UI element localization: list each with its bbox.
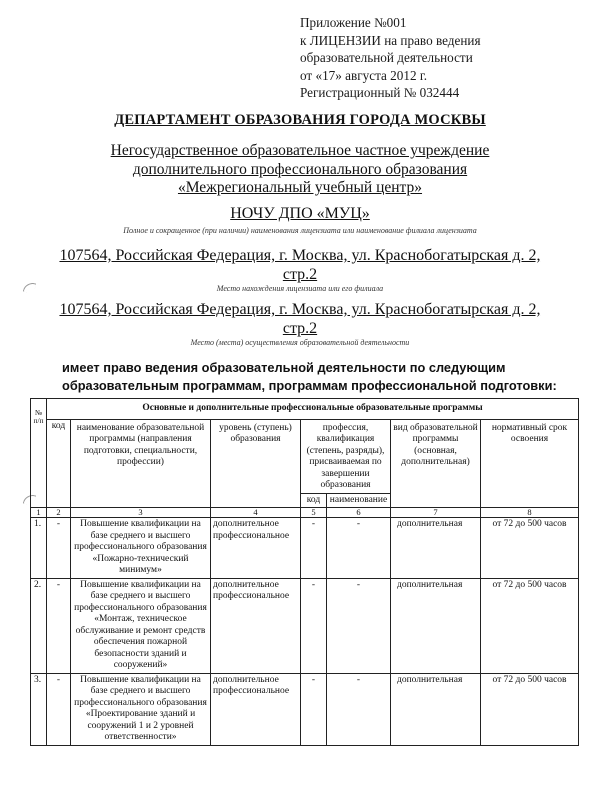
row-number: 3. — [31, 673, 47, 745]
table-header-row — [31, 419, 579, 493]
organization-name-line: Негосударственное образовательное частное учреждение — [110, 142, 490, 159]
row-qual-name: - — [327, 673, 391, 745]
col-header-code: код — [47, 419, 71, 508]
column-number: 2 — [47, 508, 71, 518]
col-header-duration: нормативный срок освоения — [481, 419, 579, 508]
col-header-kind: вид образовательной программы (основная, дополнительная) — [391, 419, 481, 508]
appendix-line: от «17» августа 2012 г. — [300, 67, 428, 83]
column-number: 3 — [71, 508, 211, 518]
row-program-name: Повышение квалификации на базе среднего и высшего профессионального образования «Проектирование зданий и сооружений 1 и 2 уровней ответственности» — [71, 673, 211, 745]
appendix-line: Приложение №001 — [300, 15, 407, 30]
licensee-address-caption: Место нахождения лицензиата или его филиала — [216, 284, 384, 293]
organization-full-name — [60, 142, 540, 198]
department-title: ДЕПАРТАМЕНТ ОБРАЗОВАНИЯ ГОРОДА МОСКВЫ — [114, 112, 486, 128]
table-row — [31, 673, 579, 745]
row-kind: дополнительная — [391, 578, 481, 673]
row-code: - — [47, 673, 71, 745]
row-number: 1. — [31, 518, 47, 579]
row-qual-code: - — [301, 518, 327, 579]
column-numbers-row — [31, 508, 579, 518]
column-number: 5 — [301, 508, 327, 518]
column-number: 8 — [481, 508, 579, 518]
appendix-line: образовательной деятельности — [300, 50, 473, 66]
row-level: дополнительное профессиональное — [211, 518, 301, 579]
table-header-row — [31, 399, 579, 420]
row-program-name: Повышение квалификации на базе среднего и высшего профессионального образования «Монтаж, техническое обслуживание и ремонт средств обеспечения пожарной безопасности зданий и сооружений» — [71, 578, 211, 673]
row-qual-code: - — [301, 578, 327, 673]
row-qual-code: - — [301, 673, 327, 745]
row-number: 2. — [31, 578, 47, 673]
row-kind: дополнительная — [391, 673, 481, 745]
row-duration: от 72 до 500 часов — [481, 673, 579, 745]
address-line: 107564, Российская Федерация, г. Москва, ул. Краснобогатырская д. 2, — [59, 247, 541, 264]
licensee-address — [40, 246, 560, 284]
row-qual-name: - — [327, 518, 391, 579]
appendix-line: Регистрационный № 032444 — [300, 85, 460, 101]
address-line: стр.2 — [282, 266, 318, 283]
row-duration: от 72 до 500 часов — [481, 518, 579, 579]
col-header-program-name: наименование образовательной программы (направления подготовки, специальности, профессии) — [71, 419, 211, 508]
col-header-qualification: профессия, квалификация (степень, разряды), присваиваемая по завершении образования — [301, 419, 391, 493]
table-row — [31, 578, 579, 673]
column-number: 1 — [31, 508, 47, 518]
column-number: 6 — [327, 508, 391, 518]
row-level: дополнительное профессиональное — [211, 673, 301, 745]
col-header-num: № п/п — [31, 399, 47, 508]
organization-short-name: НОЧУ ДПО «МУЦ» — [230, 205, 370, 222]
activity-address — [40, 300, 560, 338]
organization-name-caption: Полное и сокращенное (при наличии) наименования лицензиата или наименование филиала лицензиата — [123, 226, 477, 235]
organization-name-line: дополнительного профессионального образования — [132, 160, 468, 178]
row-qual-name: - — [327, 578, 391, 673]
col-header-qual-code: код — [301, 493, 327, 508]
appendix-line: к ЛИЦЕНЗИИ на право ведения — [300, 32, 481, 48]
table-row — [31, 518, 579, 579]
row-kind: дополнительная — [391, 518, 481, 579]
rights-statement — [62, 359, 557, 395]
column-number: 7 — [391, 508, 481, 518]
row-code: - — [47, 518, 71, 579]
table-main-header: Основные и дополнительные профессиональные образовательные программы — [47, 399, 579, 420]
rights-statement-line: образовательным программам, программам профессиональной подготовки: — [62, 378, 557, 393]
row-program-name: Повышение квалификации на базе среднего и высшего профессионального образования «Пожарно-технический минимум» — [71, 518, 211, 579]
address-line: 107564, Российская Федерация, г. Москва, ул. Краснобогатырская д. 2, — [59, 301, 541, 318]
row-code: - — [47, 578, 71, 673]
rights-statement-line: имеет право ведения образовательной деятельности по следующим — [62, 360, 506, 375]
appendix-header — [300, 14, 481, 102]
address-line: стр.2 — [282, 320, 318, 337]
row-level: дополнительное профессиональное — [211, 578, 301, 673]
organization-name-line: «Межрегиональный учебный центр» — [177, 179, 423, 196]
col-header-qual-name: наименование — [327, 493, 391, 508]
row-duration: от 72 до 500 часов — [481, 578, 579, 673]
activity-address-caption: Место (места) осуществления образовательной деятельности — [190, 338, 410, 347]
programs-table — [30, 398, 579, 746]
col-header-level: уровень (ступень) образования — [211, 419, 301, 508]
column-number: 4 — [211, 508, 301, 518]
